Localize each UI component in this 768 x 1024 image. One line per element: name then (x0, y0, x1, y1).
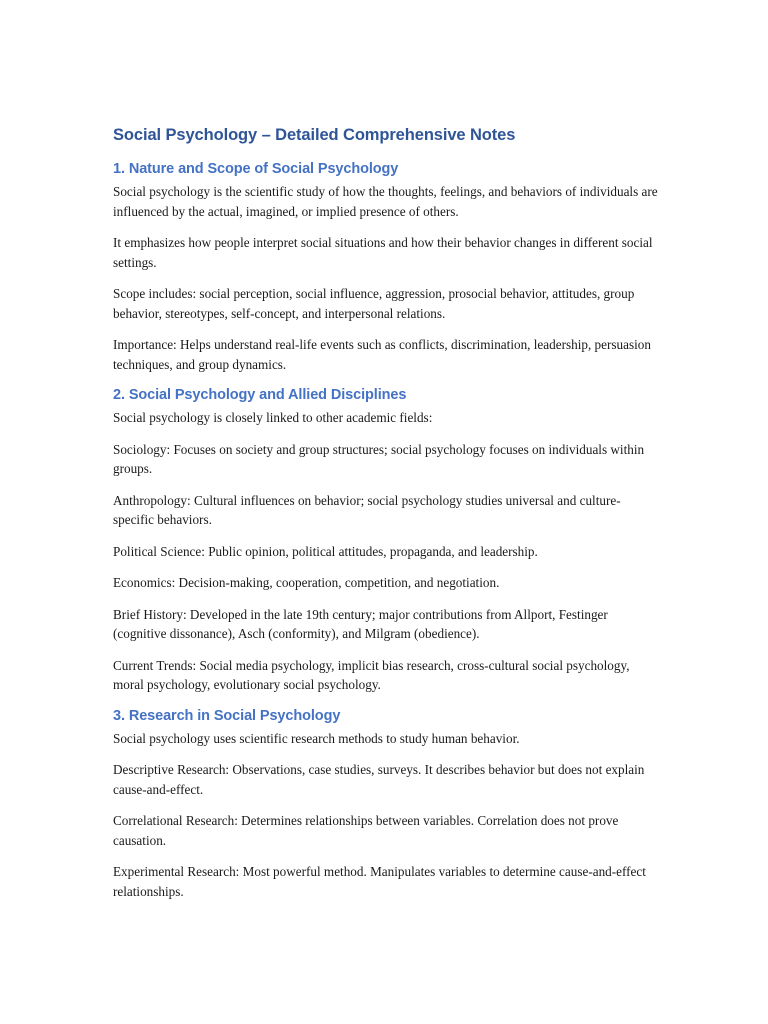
section-heading: 1. Nature and Scope of Social Psychology (113, 161, 399, 177)
paragraph: Social psychology is closely linked to other academic fields: (113, 410, 433, 425)
section-allied-disciplines (113, 386, 658, 695)
paragraph: Economics: Decision-making, cooperation, competition, and negotiation. (113, 575, 500, 590)
section-research (113, 707, 658, 902)
paragraph: Current Trends: Social media psychology, implicit bias research, cross-cultural social psychology, moral psychology, evolutionary social psychology. (113, 657, 630, 692)
paragraph: Social psychology uses scientific research methods to study human behavior. (113, 730, 520, 746)
paragraph: Political Science: Public opinion, political attitudes, propaganda, and leadership. (113, 543, 538, 559)
paragraph: Correlational Research: Determines relationships between variables. Correlation does not prove causation. (113, 813, 619, 848)
paragraph: Sociology: Focuses on society and group structures; social psychology focuses on individuals within groups. (113, 441, 645, 476)
paragraph: Anthropology: Cultural influences on behavior; social psychology studies universal and culture-specific behaviors. (113, 492, 621, 527)
paragraph: Scope includes: social perception, social influence, aggression, prosocial behavior, attitudes, group behavior, stereotypes, self-concept, and interpersonal relations. (113, 286, 635, 321)
paragraph: Social psychology is the scientific study of how the thoughts, feelings, and behaviors of individuals are influenced by the actual, imagined, or implied presence of others. (113, 184, 658, 219)
section-nature-and-scope (113, 160, 658, 374)
section-heading: 3. Research in Social Psychology (113, 707, 341, 724)
document-body (113, 124, 658, 913)
paragraph: Importance: Helps understand real-life events such as conflicts, discrimination, leadership, persuasion techniques, and group dynamics. (113, 337, 651, 372)
paragraph: It emphasizes how people interpret social situations and how their behavior changes in different social settings. (113, 235, 653, 270)
section-heading: 2. Social Psychology and Allied Disciplines (113, 387, 407, 403)
paragraph: Experimental Research: Most powerful method. Manipulates variables to determine cause-and-effect relationships. (113, 864, 646, 899)
document-title: Social Psychology – Detailed Comprehensive Notes (113, 126, 516, 144)
paragraph: Brief History: Developed in the late 19th century; major contributions from Allport, Festinger (cognitive dissonance), Asch (conformity), and Milgram (obedience). (113, 606, 608, 641)
paragraph: Descriptive Research: Observations, case studies, surveys. It describes behavior but does not explain cause-and-effect. (113, 762, 645, 797)
